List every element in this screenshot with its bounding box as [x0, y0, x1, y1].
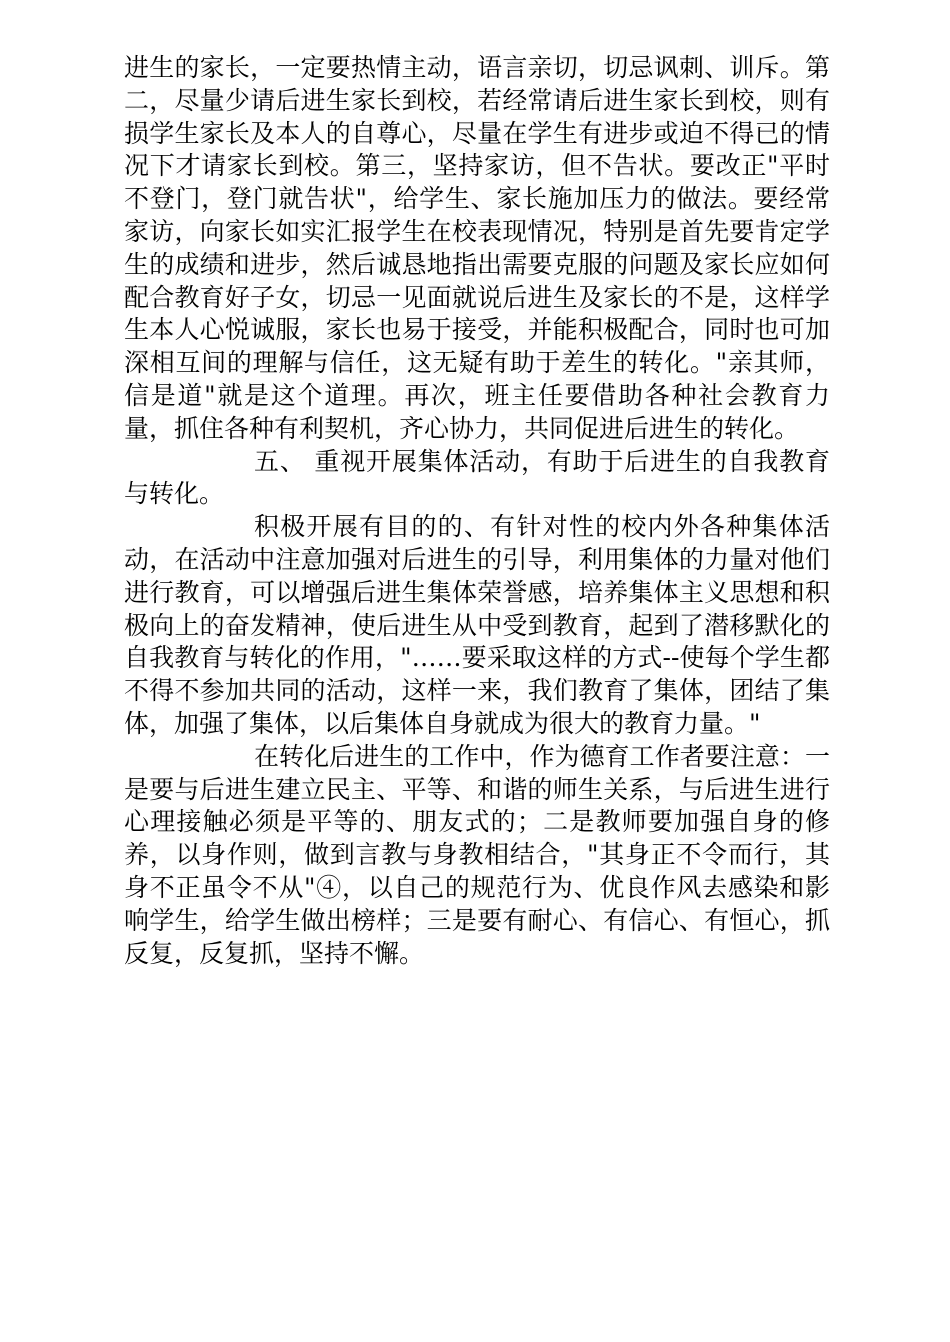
document-body	[124, 52, 830, 970]
paragraph-parent-contact: 进生的家长，一定要热情主动，语言亲切，切忌讽刺、训斥。第二，尽量少请后进生家长到校，若经常请后进生家长到校，则有损学生家长及本人的自尊心，尽量在学生有进步或迫不得已的情况下才请家长到校。第三，坚持家访，但不告状。要改正"平时不登门，登门就告状"，给学生、家长施加压力的做法。要经常家访，向家长如实汇报学生在校表现情况，特别是首先要肯定学生的成绩和进步，然后诚恳地指出需要克服的问题及家长应如何配合教育好子女，切忌一见面就说后进生及家长的不是，这样学生本人心悦诚服，家长也易于接受，并能积极配合，同时也可加深相互间的理解与信任，这无疑有助于差生的转化。"亲其师，信是道"就是这个道理。再次，班主任要借助各种社会教育力量，抓住各种有利契机，齐心协力，共同促进后进生的转化。	[124, 53, 830, 443]
section-heading-five: 五、 重视开展集体活动，有助于后进生的自我教育与转化。	[124, 446, 830, 509]
paragraph-teacher-notes: 在转化后进生的工作中，作为德育工作者要注意：一是要与后进生建立民主、平等、和谐的师生关系，与后进生进行心理接触必须是平等的、朋友式的；二是教师要加强自身的修养，以身作则，做到言教与身教相结合，"其身正不令而行，其身不正虽令不从"④，以自己的规范行为、优良作风去感染和影响学生，给学生做出榜样；三是要有耐心、有信心、有恒心，抓反复，反复抓，坚持不懈。	[124, 741, 830, 968]
paragraph-collective-activities: 积极开展有目的的、有针对性的校内外各种集体活动，在活动中注意加强对后进生的引导，利用集体的力量对他们进行教育，可以增强后进生集体荣誉感，培养集体主义思想和积极向上的奋发精神，使后进生从中受到教育，起到了潜移默化的自我教育与转化的作用，"……要采取这样的方式--使每个学生都不得不参加共同的活动，这样一来，我们教育了集体，团结了集体，加强了集体，以后集体自身就成为很大的教育力量。"	[124, 512, 830, 738]
